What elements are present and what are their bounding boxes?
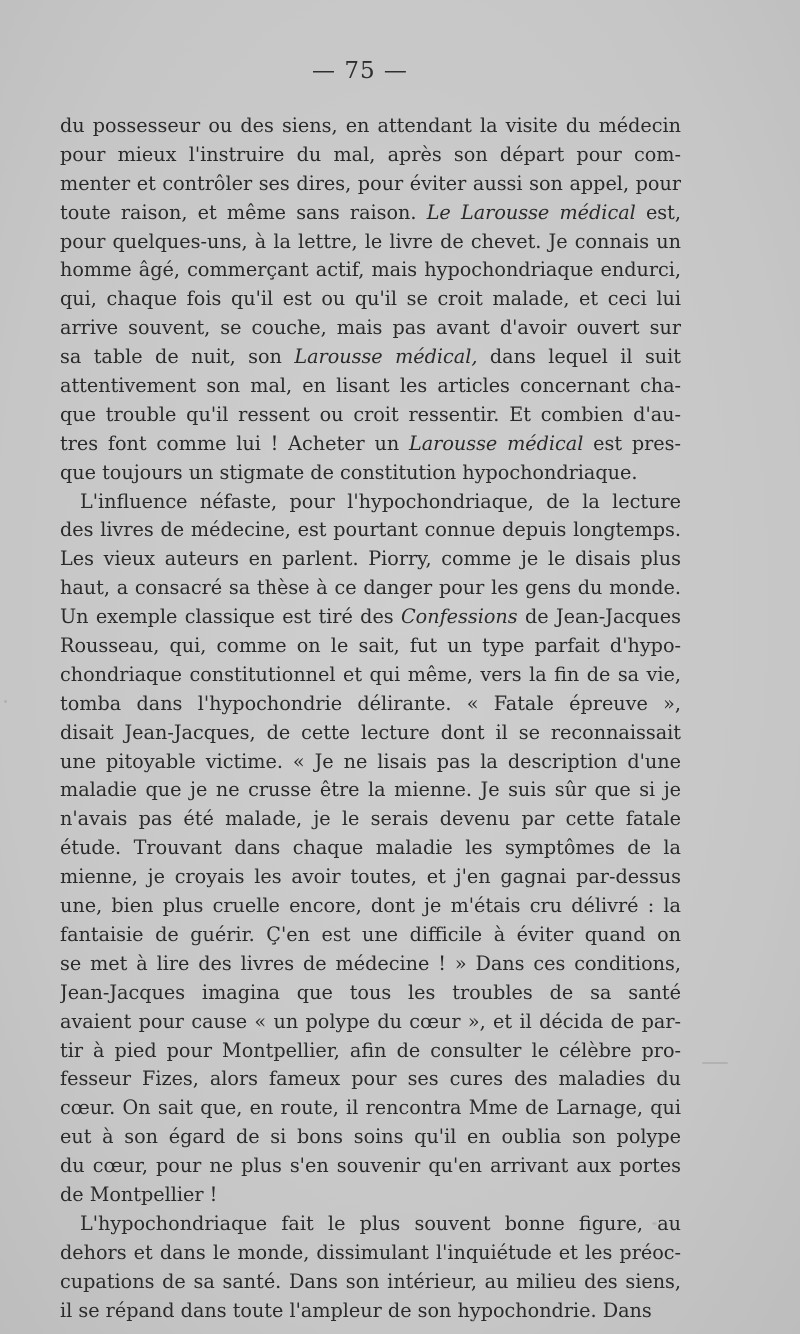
- text-line: [60, 516, 681, 545]
- text-segment: il se répand dans toute l'ampleur de son hypochondrie. Dans: [60, 1298, 652, 1322]
- text-segment: qui, chaque fois qu'il est ou qu'il se croit malade, et ceci lui: [60, 287, 681, 311]
- text-segment: de Jean-Jacques: [517, 605, 681, 629]
- text-segment: tomba dans l'hypochondrie délirante. « Fatale épreuve »,: [60, 691, 681, 715]
- text-line: [60, 170, 681, 199]
- text-segment: mienne, je croyais les avoir toutes, et j'en gagnai par-dessus: [60, 865, 681, 889]
- text-line: [60, 1268, 681, 1297]
- text-line: [60, 545, 681, 574]
- text-line: [60, 892, 681, 921]
- paper-blemish: [4, 700, 7, 703]
- text-segment: est,: [635, 200, 681, 224]
- text-line: [60, 1065, 681, 1094]
- text-segment: attentivement son mal, en lisant les articles concernant cha-: [60, 374, 681, 398]
- text-line: [60, 256, 681, 285]
- text-segment: cupations de sa santé. Dans son intérieur, au milieu des siens,: [60, 1269, 681, 1293]
- text-segment: tir à pied pour Montpellier, afin de consulter le célèbre pro-: [60, 1038, 681, 1062]
- text-line: [60, 1037, 681, 1066]
- text-segment: disait Jean-Jacques, de cette lecture dont il se reconnaissait: [60, 720, 681, 744]
- text-segment: maladie que je ne crusse être la mienne. Je suis sûr que si je: [60, 778, 681, 802]
- text-segment: eut à son égard de si bons soins qu'il en oublia son polype: [60, 1125, 681, 1149]
- text-line: [60, 1123, 681, 1152]
- text-line: [60, 401, 681, 430]
- text-segment: que trouble qu'il ressent ou croit ressentir. Et combien d'au-: [60, 402, 681, 426]
- text-line: [60, 979, 681, 1008]
- text-segment: du possesseur ou des siens, en attendant la visite du médecin: [60, 114, 681, 137]
- text-segment: pour mieux l'instruire du mal, après son départ pour com-: [60, 142, 681, 166]
- text-line: [60, 921, 681, 950]
- text-line: [60, 199, 681, 228]
- text-line: [60, 285, 681, 314]
- text-segment: des livres de médecine, est pourtant connue depuis longtemps.: [60, 518, 681, 542]
- text-segment: tres font comme lui ! Acheter un: [60, 431, 409, 455]
- text-line: [60, 459, 681, 488]
- text-segment: sa table de nuit, son: [60, 345, 295, 369]
- text-segment: étude. Trouvant dans chaque maladie les symptômes de la: [60, 836, 681, 860]
- italic-title: Confessions: [400, 605, 518, 629]
- text-line: [60, 719, 681, 748]
- text-segment: avaient pour cause « un polype du cœur », et il décida de par-: [60, 1009, 681, 1033]
- text-segment: dehors et dans le monde, dissimulant l'inquiétude et les préoc-: [60, 1240, 681, 1264]
- text-segment: est pres-: [583, 431, 681, 455]
- text-segment: fesseur Fizes, alors fameux pour ses cures des maladies du: [60, 1067, 681, 1091]
- text-segment: homme âgé, commerçant actif, mais hypochondriaque endurci,: [60, 258, 681, 282]
- text-line: [60, 1297, 681, 1326]
- text-line: [60, 950, 681, 979]
- italic-title: Larousse médical,: [294, 345, 478, 369]
- text-line: [60, 690, 681, 719]
- text-segment: L'influence néfaste, pour l'hypochondriaque, de la lecture: [80, 489, 681, 513]
- text-segment: que toujours un stigmate de constitution hypochondriaque.: [60, 460, 638, 484]
- text-line: [60, 805, 681, 834]
- text-line: [60, 1008, 681, 1037]
- text-segment: de Montpellier !: [60, 1182, 218, 1206]
- text-line: [60, 1239, 681, 1268]
- text-line: [60, 314, 681, 343]
- text-line: [60, 372, 681, 401]
- page-number: — 75 —: [312, 58, 408, 84]
- text-segment: Jean-Jacques imagina que tous les troubles de sa santé: [60, 980, 681, 1004]
- text-segment: une, bien plus cruelle encore, dont je m'étais cru délivré : la: [60, 894, 681, 918]
- text-line: [60, 632, 681, 661]
- text-line: [60, 1094, 681, 1123]
- paper-blemish: [702, 1062, 728, 1064]
- text-segment: une pitoyable victime. « Je ne lisais pas la description d'une: [60, 749, 681, 773]
- text-line: [60, 112, 681, 141]
- text-line: [60, 776, 681, 805]
- text-line: [60, 1210, 681, 1239]
- paper-blemish: [652, 1222, 657, 1225]
- text-line: [60, 488, 681, 517]
- italic-title: Le Larousse médical: [426, 200, 636, 224]
- text-line: [60, 430, 681, 459]
- text-line: [60, 863, 681, 892]
- text-segment: haut, a consacré sa thèse à ce danger pour les gens du monde.: [60, 576, 681, 600]
- text-segment: toute raison, et même sans raison.: [60, 200, 427, 224]
- text-line: [60, 834, 681, 863]
- text-segment: arrive souvent, se couche, mais pas avant d'avoir ouvert sur: [60, 316, 681, 340]
- text-segment: pour quelques-uns, à la lettre, le livre de chevet. Je connais un: [60, 229, 681, 253]
- text-segment: se met à lire des livres de médecine ! » Dans ces conditions,: [60, 951, 681, 975]
- text-segment: chondriaque constitutionnel et qui même, vers la fin de sa vie,: [60, 662, 681, 686]
- text-segment: L'hypochondriaque fait le plus souvent bonne figure, au: [80, 1211, 681, 1235]
- text-segment: n'avais pas été malade, je le serais devenu par cette fatale: [60, 807, 681, 831]
- text-line: [60, 228, 681, 257]
- text-line: [60, 574, 681, 603]
- text-segment: Un exemple classique est tiré des: [60, 605, 401, 629]
- text-line: [60, 748, 681, 777]
- text-line: [60, 343, 681, 372]
- paper-blemish: [472, 1318, 475, 1321]
- italic-title: Larousse médical: [408, 431, 584, 455]
- text-segment: fantaisie de guérir. Ç'en est une difficile à éviter quand on: [60, 922, 681, 946]
- text-segment: dans lequel il suit: [477, 345, 681, 369]
- text-line: [60, 661, 681, 690]
- text-segment: cœur. On sait que, en route, il rencontra Mme de Larnage, qui: [60, 1096, 681, 1120]
- text-line: [60, 1152, 681, 1181]
- body-text: [60, 112, 681, 1325]
- text-segment: menter et contrôler ses dires, pour éviter aussi son appel, pour: [60, 171, 681, 195]
- text-segment: Les vieux auteurs en parlent. Piorry, comme je le disais plus: [60, 547, 681, 571]
- text-line: [60, 603, 681, 632]
- text-segment: du cœur, pour ne plus s'en souvenir qu'en arrivant aux portes: [60, 1154, 681, 1178]
- text-line: [60, 141, 681, 170]
- text-line: [60, 1181, 681, 1210]
- text-segment: Rousseau, qui, comme on le sait, fut un type parfait d'hypo-: [60, 634, 681, 658]
